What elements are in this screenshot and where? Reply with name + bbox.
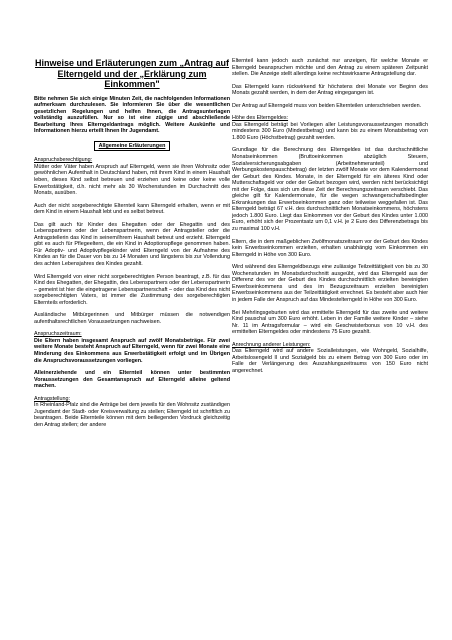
heading-antragstellung: Antragstellung: bbox=[34, 395, 70, 402]
general-heading-box bbox=[34, 141, 230, 152]
paragraph: Mütter oder Väter haben Anspruch auf Elterngeld, wenn sie ihren Wohnsitz oder gewöhnlichen Aufenthalt in Deutschland haben, mit ihrem Kind in einem Haushalt leben, dieses Kind selbst betreuen und erziehen und keine oder keine volle Erwerbstätigkeit, d.h. nicht mehr als 30 Wochenstunden im Durchschnitt des Monats, ausüben. bbox=[34, 163, 230, 197]
heading-anspruchszeitraum: Anspruchszeitraum: bbox=[34, 331, 82, 338]
paragraph: Alleinerziehende und ein Elternteil können unter bestimmten Voraussetzungen den Gesamtanspruch auf Elterngeld alleine geltend machen. bbox=[34, 370, 230, 390]
paragraph: Eltern, die in dem maßgeblichen Zwölfmonatszeitraum vor der Geburt des Kindes kein Erwerbseinkommen erzielten, erhalten unabhängig vom Einkommen ein Elterngeld in Höhe von 300 Euro. bbox=[232, 238, 428, 258]
paragraph: Die Eltern haben insgesamt Anspruch auf zwölf Monatsbeträge. Für zwei weitere Monate besteht Anspruch auf Elterngeld, wenn für zwei Monate eine Minderung des Einkommens aus Erwerbstätigkeit erfolgt und im Übrigen die Anspruchsvoraussetzungen vorliegen. bbox=[34, 337, 230, 364]
right-column bbox=[232, 58, 428, 380]
heading-anrechnung: Anrechnung anderer Leistungen: bbox=[232, 341, 311, 348]
paragraph: Wird Elterngeld von einer nicht sorgeberechtigten Person beantragt, z.B. für das Kind des Ehegatten, der Ehegattin, des Lebenspartners oder der Lebenspartnerin – gemeint ist hier die eingetragene Lebenspartnerschaft – oder das Kind des nicht sorgeberechtigten Vaters, ist immer die Zustimmung des sorgeberechtigten Elternteils erforderlich. bbox=[34, 273, 230, 306]
paragraph: In Rheinland-Pfalz sind die Anträge bei dem jeweils für den Wohnsitz zuständigen Jugendamt der Stadt- oder Kreisverwaltung zu stellen; Elterngeld ist schriftlich zu beantragen. Beide Elternteile können mit dem beiliegenden Vordruck gleichzeitig den Antrag stellen; der andere bbox=[34, 402, 230, 428]
paragraph: Das gilt auch für Kinder des Ehegatten oder der Ehegattin und des Lebenspartners oder der Lebenspartnerin, wenn der Antragsteller oder die Antragstellerin das Kind in seinem/ihrem Haushalt betreut und erzieht. Elterngeld gibt es auch für Pflegeeltern, die ein Kind in Adoptionspflege genommen haben. Für Adoptiv- und Adoptivpflegekinder wird Elterngeld von der Aufnahme des Kindes an für die Dauer von bis zu 14 Monaten und längstens bis zur Vollendung des achten Lebensjahres des Kindes gezahlt. bbox=[34, 221, 230, 267]
paragraph: Wird während des Elterngeldbezugs eine zulässige Teilzeittätigkeit von bis zu 30 Wochenstunden im Monatsdurchschnitt ausgeübt, wird das Elterngeld aus der Differenz des vor der Geburt des Kindes durchschnittlich erzielten bereinigten Erwerbseinkommens und des im Bezugszeitraum erzielten bereinigten Erwerbseinkommens aus der Teilzeittätigkeit errechnet. Es besteht aber auch hier in jedem Falle der Anspruch auf das Mindestelterngeld in Höhe von 300 Euro. bbox=[232, 264, 428, 303]
page-title: Hinweise und Erläuterungen zum „Antrag auf Elterngeld und der „Erklärung zum Einkommen" bbox=[34, 58, 230, 89]
paragraph: Grundlage für die Berechnung des Elterngeldes ist das durchschnittliche Monatseinkommen (Bruttoeinkommen abzüglich Steuern, Sozialversicherungsabgaben (Arbeitnehmeranteil) und Werbungskostenpauschbetrag) der letzten zwölf Monate vor dem Kalendermonat der Geburt des Kindes. Monate, in der Elterngeld für ein älteres Kind oder Mutterschaftsgeld vor oder der Geburt bezogen wird, werden nicht berücksichtigt mit der Folge, dass sich um diese Zeit der Berechnungszeitraum verschiebt. Das gleiche gilt für Kalendermonate, für die wegen schwangerschaftsbedingter Erkrankungen das Erwerbseinkommen ganz oder teilweise weggefallen ist. Das Elterngeld beträgt 67 v.H. des durchschnittlichen Monatseinkommens, höchstens jedoch 1.800 Euro. Liegt das Einkommen vor der Geburt des Kindes unter 1.000 Euro, erhöht sich der Prozentsatz um 0,1 v.H. je 2 Euro des Differenzbetrags bis zu maximal 100 v.H. bbox=[232, 147, 428, 233]
left-column bbox=[34, 58, 230, 434]
heading-hoehe-elterngeld: Höhe des Elterngeldes: bbox=[232, 115, 289, 122]
general-heading: Allgemeine Erläuterungen bbox=[94, 141, 171, 152]
paragraph: Der Antrag auf Elterngeld muss von beiden Elternteilen unterschrieben werden. bbox=[232, 102, 422, 109]
heading-anspruchsberechtigung: Anspruchsberechtigung: bbox=[34, 157, 93, 164]
paragraph: Auch der nicht sorgeberechtigte Elternteil kann Elterngeld erhalten, wenn er mit dem Kind in einem Haushalt lebt und es selbst betreut. bbox=[34, 202, 230, 216]
paragraph: Ausländische Mitbürgerinnen und Mitbürger müssen die notwendigen aufenthaltsrechtlichen Voraussetzungen nachweisen. bbox=[34, 312, 230, 325]
paragraph: Das Elterngeld wird auf andere Sozialleistungen, wie Wohngeld, Sozialhilfe, Arbeitslosengeld II und Sozialgeld bis zu einem Betrag von 300 Euro oder im Falle der Verlängerung des Auszahlungszeitraums von 150 Euro nicht angerechnet. bbox=[232, 348, 428, 374]
paragraph: Das Elterngeld kann rückwirkend für höchstens drei Monate vor Beginn des Monats gezahlt werden, in dem der Antrag eingegangen ist. bbox=[232, 83, 428, 97]
paragraph: Das Elterngeld beträgt bei Vorliegen aller Leistungsvoraussetzungen monatlich mindestens 300 Euro (Mindestbetrag) und kann bis zu einem Monatsbetrag von 1.800 Euro (Höchstbetrag) gezahlt werden. bbox=[232, 121, 428, 141]
paragraph: Bei Mehrlingsgeburten wird das ermittelte Elterngeld für das zweite und weitere Kind pauschal um 300 Euro erhöht. Leben in der Familie weitere Kinder – siehe Nr. 11 im Antragsformular – wird ein Geschwisterbonus von 10 v.H. des ermittelten Elterngeldes oder mindestens 75 Euro gezahlt. bbox=[232, 309, 428, 336]
paragraph: Elternteil kann jedoch auch zunächst nur anzeigen, für welche Monate er Elterngeld beanspruchen möchte und den Antrag zu einem späteren Zeitpunkt stellen. Die Anzeige stellt allerdings keine rechtswirksame Antragstellung dar. bbox=[232, 58, 428, 78]
intro-paragraph: Bitte nehmen Sie sich einige Minuten Zeit, die nachfolgenden Informationen aufmerksam durchzulesen. Sie informieren Sie über die wesentlichen gesetzlichen Regelungen und helfen Ihnen, die Antragsunterlagen vollständig auszufüllen. Nur so ist eine zügige und abschließende Bearbeitung Ihres Elterngeldantrags möglich. Weitere Auskünfte und Informationen hierzu erteilt Ihnen Ihr Jugendamt. bbox=[34, 95, 230, 135]
